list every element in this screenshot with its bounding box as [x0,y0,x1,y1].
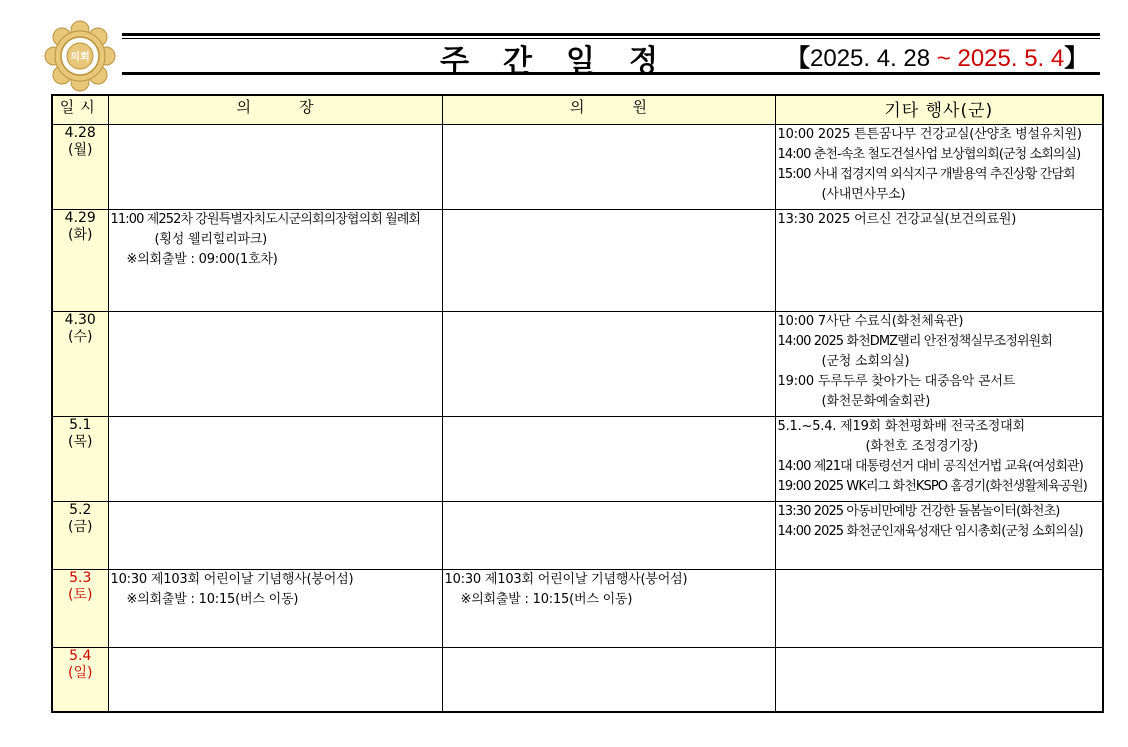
header-members: 의원 [442,95,775,125]
event-line: 13:30 2025 아동비만예방 건강한 돌봄놀이터(화천초) [777,504,1060,519]
table-row [52,312,1103,417]
event-line: ※의회출발 : 10:15(버스 이동) [126,592,299,607]
event-line: (사내면사무소) [821,187,906,202]
period-start: 2025. 4. 28 [810,45,931,72]
day-cell [52,125,108,210]
event-line: 19:00 두루두루 찾아가는 대중음악 콘서트 [777,374,1016,389]
weekly-schedule-table [51,94,1104,713]
speaker-cell [108,502,442,570]
header-day: 일시 [52,95,108,125]
members-cell [442,210,775,312]
event-line: 14:00 제21대 대통령선거 대비 공직선거법 교육(여성회관) [777,459,1083,474]
other-cell [775,312,1103,417]
day-weekday: (월) [68,142,93,158]
event-line: (횡성 웰리힐리파크) [154,232,268,247]
event-line: (군청 소회의실) [821,354,910,369]
header-other-events: 기타 행사(군) [775,95,1103,125]
event-line: 14:00 춘천-속초 철도건설사업 보상협의회(군청 소회의실) [777,147,1081,162]
members-cell [442,125,775,210]
event-line: 13:30 2025 어르신 건강교실(보건의료원) [777,212,1017,227]
day-date: 5.4 [69,648,92,664]
header-speaker: 의장 [108,95,442,125]
table-row [52,648,1103,712]
event-line: 19:00 2025 WK리그 화천KSPO 홈경기(화천생활체육공원) [777,479,1087,494]
members-cell [442,570,775,648]
event-line: 14:00 2025 화천DMZ랠리 안전정책실무조정위원회 [777,334,1052,349]
table-row [52,210,1103,312]
council-emblem-logo [44,20,116,92]
speaker-cell [108,312,442,417]
other-cell [775,648,1103,712]
day-date: 4.30 [64,312,96,328]
members-cell [442,502,775,570]
event-line: (화천호 조정경기장) [865,439,979,454]
period-close-bracket: 】 [1064,45,1089,72]
day-date: 4.28 [64,125,96,141]
members-cell [442,417,775,502]
table-row [52,502,1103,570]
period-end: 2025. 5. 4 [957,45,1065,72]
event-line: 10:00 2025 튼튼꿈나무 건강교실(산양초 병설유치원) [777,127,1082,142]
day-cell [52,210,108,312]
speaker-cell [108,648,442,712]
day-date: 5.1 [69,417,92,433]
table-row [52,417,1103,502]
speaker-cell [108,210,442,312]
page-title: 주간일정 [440,44,692,79]
day-date: 5.2 [69,502,92,518]
event-line: ※의회출발 : 09:00(1호차) [126,252,278,267]
other-cell [775,417,1103,502]
day-date: 5.3 [69,570,92,586]
speaker-cell [108,570,442,648]
speaker-cell [108,417,442,502]
day-weekday: (수) [68,329,93,345]
schedule-period [786,38,1088,73]
event-line: 10:00 7사단 수료식(화천체육관) [777,314,964,329]
event-line: 15:00 사내 접경지역 외식지구 개발용역 추진상황 간담회 [777,167,1075,182]
event-line: ※의회출발 : 10:15(버스 이동) [460,592,633,607]
table-row [52,570,1103,648]
day-weekday: (토) [68,587,93,603]
other-cell [775,570,1103,648]
day-cell [52,648,108,712]
period-separator: ~ [930,45,958,72]
speaker-cell [108,125,442,210]
other-cell [775,125,1103,210]
other-cell [775,502,1103,570]
period-open-bracket: 【 [786,45,810,72]
svg-text:의회: 의회 [70,52,90,63]
event-line: 5.1.~5.4. 제19회 화천평화배 전국조정대회 [777,419,1025,434]
event-line: 10:30 제103회 어린이날 기념행사(붕어섬) [444,572,688,587]
day-cell [52,570,108,648]
day-cell [52,417,108,502]
table-row [52,125,1103,210]
members-cell [442,648,775,712]
event-line: (화천문화예술회관) [821,394,931,409]
day-weekday: (일) [68,665,93,681]
day-weekday: (목) [68,434,93,450]
members-cell [442,312,775,417]
day-weekday: (화) [68,227,93,243]
day-cell [52,312,108,417]
day-weekday: (금) [68,519,93,535]
event-line: 14:00 2025 화천군인재육성재단 임시총회(군청 소회의실) [777,524,1083,539]
event-line: 11:00 제252차 강원특별자치도시군의회의장협의회 월례회 [110,212,421,227]
other-cell [775,210,1103,312]
day-cell [52,502,108,570]
day-date: 4.29 [64,210,96,226]
event-line: 10:30 제103회 어린이날 기념행사(붕어섬) [110,572,354,587]
